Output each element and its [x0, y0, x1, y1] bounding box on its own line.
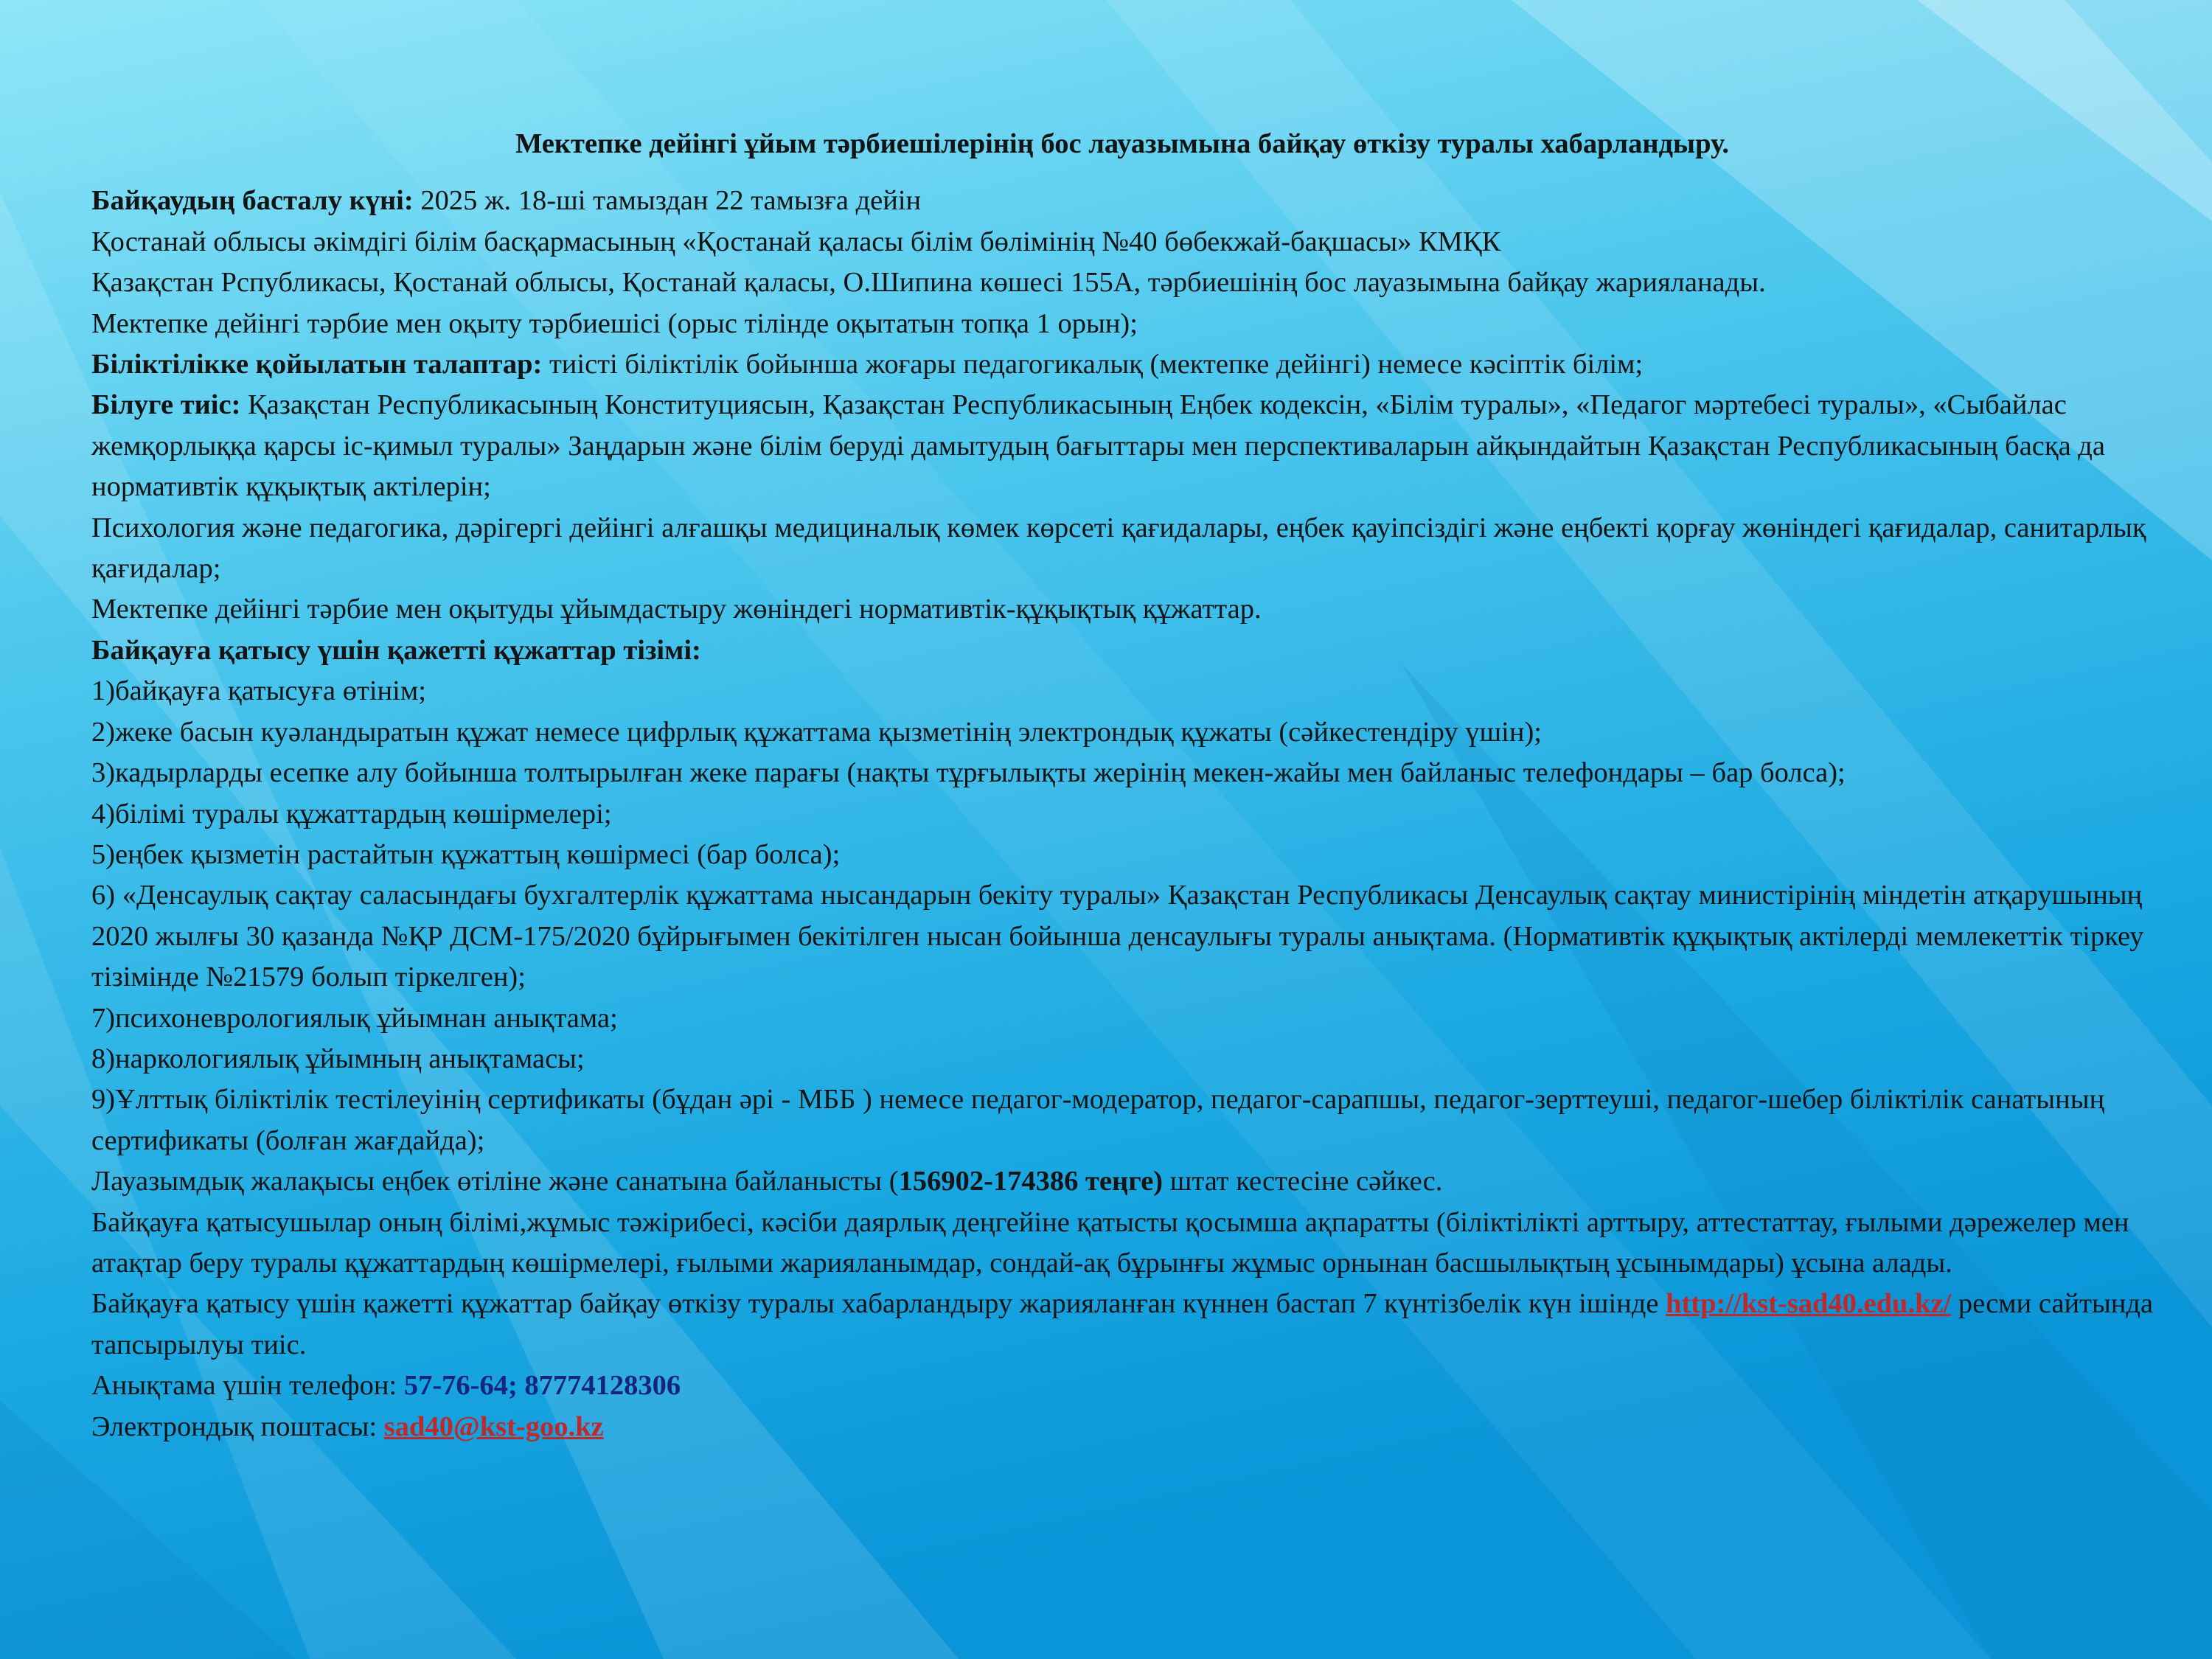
knowledge-label: Білуге тиіс: [91, 389, 241, 421]
start-date-text: 2025 ж. 18-ші тамыздан 22 тамызға дейін [413, 185, 922, 217]
knowledge-paragraph [91, 385, 2156, 507]
salary-amount: 156902-174386 теңге) [898, 1166, 1164, 1197]
document-item-1: 1)байқауға қатысуға өтінім; [91, 675, 426, 707]
psychology-paragraph: Психология және педагогика, дәрігергі дейінгі алғашқы медициналық көмек көрсеті қағидалары, еңбек қауіпсіздігі және еңбекті қорғау жөніндегі қағидалар, санитарлық қағидалар; [91, 512, 2146, 585]
email-label: Электрондық поштасы: [91, 1411, 384, 1442]
qualification-label: Біліктілікке қойылатын талаптар: [91, 349, 543, 380]
qualification-text: тиісті біліктілік бойынша жоғары педагогикалық (мектепке дейінгі) немесе кәсіптік білім; [542, 349, 1644, 380]
email-line [91, 1407, 2156, 1447]
document-item-9: 9)Ұлттық біліктілік тестілеуінің сертификаты (бұдан әрі - МББ ) немесе педагог-модератор, педагог-сарапшы, педагог-зерттеуші, педагог-шебер біліктілік санатының сертификаты (болған жағдайда); [91, 1084, 2105, 1156]
document-item-7: 7)психоневрологиялық ұйымнан анықтама; [91, 1002, 618, 1034]
salary-text-before: Лауазымдық жалақысы еңбек өтіліне және санатына байланысты ( [91, 1166, 899, 1197]
normative-line: Мектепке дейінгі тәрбие мен оқытуды ұйымдастыру жөніндегі нормативтік-құқықтық құжаттар. [91, 594, 1262, 625]
salary-text-after: штат кестесіне сәйкес. [1163, 1166, 1443, 1197]
additional-info-paragraph: Байқауға қатысушылар оның білімі,жұмыс тәжірибесі, кәсіби даярлық деңгейіне қатысты қосымша ақпаратты (біліктілікті арттыру, аттестаттау, ғылыми дәрежелер мен атақтар беру туралы құжаттардың көшірмелері, ғылыми жарияланымдар, сондай-ақ бұрынғы жұмыс орнынан басшылықтың ұсынымдары) ұсына алады. [91, 1206, 2129, 1279]
document-item-4: 4)білімі туралы құжаттардың көшірмелері; [91, 798, 612, 830]
documents-heading: Байқауға қатысу үшін қажетті құжаттар тізімі: [91, 634, 701, 666]
knowledge-text: Қазақстан Республикасының Конституциясын, Қазақстан Республикасының Еңбек кодексін, «Білім туралы», «Педагог мәртебесі туралы», «Сыбайлас жемқорлыққа қарсы іс-қимыл туралы» Заңдарын және білім беруді дамытудың бағыттары мен перспективаларын айқындайтын Қазақстан Республикасының басқа да нормативтік құқықтық актілерін; [91, 389, 2105, 503]
phone-line [91, 1366, 2156, 1406]
announcement-title: Мектепке дейінгі ұйым тәрбиешілерінің бос лауазымына байқау өткізу туралы хабарландыру. [515, 128, 1730, 159]
document-item-5: 5)еңбек қызметін растайтын құжаттың көшірмесі (бар болса); [91, 838, 841, 870]
qualification-line [91, 344, 2156, 385]
document-item-3: 3)кадырларды есепке алу бойынша толтырылған жеке парағы (нақты тұрғылықты жерінің мекен-жайы мен байланыс телефондары – бар болса); [91, 757, 1846, 789]
organization-line: Қостанай облысы әкімдігі білім басқармасының «Қостанай қаласы білім бөлімінің №40 бөбекжай-бақшасы» КМҚК [91, 226, 1501, 257]
document-item-6: 6) «Денсаулық сақтау саласындағы бухгалтерлік құжаттама нысандарын бекіту туралы» Қазақстан Республикасы Денсаулық сақтау министірінің міндетін атқарушының 2020 жылғы 30 қазанда №ҚР ДСМ-175/2020 бұйрығымен бекітілген нысан бойынша денсаулығы туралы анықтама. (Нормативтік құқықтық актілерді мемлекеттік тіркеу тізімінде №21579 болып тіркелген); [91, 880, 2144, 993]
submission-text-after: ресми сайтында тапсырылуы тиіс. [91, 1288, 2154, 1360]
start-date-line [91, 181, 2156, 221]
submission-text-before: Байқауға қатысу үшін қажетті құжаттар байқау өткізу туралы хабарландыру жарияланған күннен бастап 7 күнтізбелік күн ішінде [91, 1288, 1666, 1320]
phone-number[interactable]: 57-76-64; 87774128306 [403, 1370, 681, 1402]
salary-line [91, 1161, 2156, 1202]
address-line: Қазақстан Рспубликасы, Қостанай облысы, Қостанай қаласы, О.Шипина көшесі 155А, тәрбиешінің бос лауазымына байқау жарияланады. [91, 267, 1766, 299]
document-item-8: 8)наркологиялық ұйымның анықтамасы; [91, 1043, 585, 1074]
phone-label: Анықтама үшін телефон: [91, 1370, 404, 1402]
email-link[interactable]: sad40@kst-goo.kz [383, 1411, 604, 1442]
submission-paragraph [91, 1284, 2156, 1366]
start-date-label: Байқаудың басталу күні: [91, 185, 414, 217]
document-item-2: 2)жеке басын куәландыратын құжат немесе цифрлық құжаттама қызметінің электрондық құжаты (сәйкестендіру үшін); [91, 716, 1542, 748]
announcement-document [91, 124, 2156, 1447]
website-link[interactable]: http://kst-sad40.edu.kz/ [1666, 1288, 1952, 1320]
position-line: Мектепке дейінгі тәрбие мен оқыту тәрбиешісі (орыс тілінде оқытатын топқа 1 орын); [91, 307, 1138, 339]
